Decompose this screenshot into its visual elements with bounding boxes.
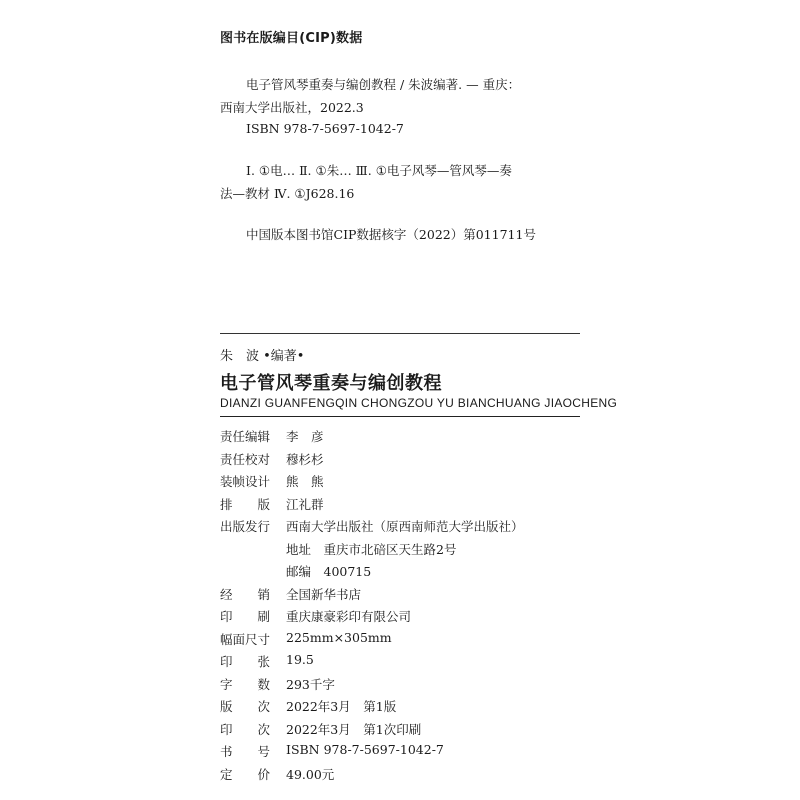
imprint-row bbox=[220, 582, 600, 605]
cip-line-record-no: 中国版本图书馆CIP数据核字（2022）第011711号 bbox=[246, 227, 536, 242]
imprint-value: 19.5 bbox=[286, 652, 314, 667]
imprint-value: 熊 熊 bbox=[286, 474, 324, 489]
imprint-row bbox=[220, 672, 600, 695]
imprint-label: 出版发行 bbox=[220, 519, 271, 534]
imprint-value: 邮编 400715 bbox=[286, 564, 372, 579]
imprint-label: 装帧设计 bbox=[220, 474, 271, 489]
imprint-label: 责任校对 bbox=[220, 451, 271, 467]
imprint-row bbox=[220, 447, 600, 470]
cip-line-isbn: ISBN 978-7-5697-1042-7 bbox=[246, 121, 404, 136]
imprint-value: 293千字 bbox=[286, 676, 335, 692]
imprint-row bbox=[220, 492, 600, 515]
imprint-row bbox=[220, 514, 600, 537]
imprint-value: 西南大学出版社（原西南师范大学出版社） bbox=[286, 519, 524, 534]
cip-line-subject: Ⅰ. ①电… Ⅱ. ①朱… Ⅲ. ①电子风琴—管风琴—奏 bbox=[246, 163, 512, 178]
imprint-row bbox=[220, 537, 600, 560]
cip-line-title: 电子管风琴重奏与编创教程 / 朱波编著. — 重庆： bbox=[246, 77, 521, 92]
imprint-value: 2022年3月 第1版 bbox=[286, 699, 397, 714]
imprint-label: 书 号 bbox=[220, 744, 271, 759]
imprint-label: 印 刷 bbox=[220, 609, 271, 624]
imprint-value: 江礼群 bbox=[286, 496, 324, 512]
imprint-row bbox=[220, 649, 600, 672]
imprint-row bbox=[220, 627, 600, 650]
cip-line-subject-cont: 法—教材 Ⅳ. ①J628.16 bbox=[220, 186, 355, 201]
imprint-value: 49.00元 bbox=[286, 766, 335, 782]
imprint-value: 225mm×305mm bbox=[286, 629, 392, 645]
cip-heading: 图书在版编目(CIP)数据 bbox=[220, 31, 363, 46]
imprint-label: 经 销 bbox=[220, 586, 271, 602]
imprint-row bbox=[220, 739, 600, 762]
section-divider bbox=[220, 333, 580, 334]
imprint-row bbox=[220, 469, 600, 492]
book-title: 电子管风琴重奏与编创教程 bbox=[220, 373, 442, 394]
imprint-row bbox=[220, 694, 600, 717]
imprint-label: 排 版 bbox=[220, 496, 271, 512]
imprint-value: ISBN 978-7-5697-1042-7 bbox=[286, 742, 444, 757]
imprint-value: 穆杉杉 bbox=[286, 451, 324, 467]
imprint-row bbox=[220, 604, 600, 627]
imprint-table bbox=[220, 424, 600, 784]
imprint-row bbox=[220, 762, 600, 785]
imprint-label: 字 数 bbox=[220, 676, 271, 692]
cip-line-publisher: 西南大学出版社，2022.3 bbox=[220, 100, 364, 115]
imprint-row bbox=[220, 717, 600, 740]
title-rule bbox=[220, 416, 580, 417]
imprint-value: 全国新华书店 bbox=[286, 586, 362, 602]
imprint-value: 李 彦 bbox=[286, 429, 324, 444]
imprint-label: 幅面尺寸 bbox=[220, 631, 271, 647]
imprint-label: 版 次 bbox=[220, 699, 271, 714]
imprint-label: 印 次 bbox=[220, 721, 271, 737]
imprint-value: 2022年3月 第1次印刷 bbox=[286, 721, 422, 737]
imprint-label: 责任编辑 bbox=[220, 429, 271, 444]
imprint-label: 定 价 bbox=[220, 766, 271, 782]
imprint-label: 印 张 bbox=[220, 654, 271, 669]
imprint-value: 地址 重庆市北碚区天生路2号 bbox=[286, 541, 457, 557]
imprint-row bbox=[220, 559, 600, 582]
book-pinyin-title: DIANZI GUANFENGQIN CHONGZOU YU BIANCHUANG JIAOCHENG bbox=[220, 396, 618, 410]
imprint-value: 重庆康豪彩印有限公司 bbox=[286, 609, 412, 624]
imprint-row bbox=[220, 424, 600, 447]
author-line: 朱 波 •编著• bbox=[220, 349, 305, 364]
